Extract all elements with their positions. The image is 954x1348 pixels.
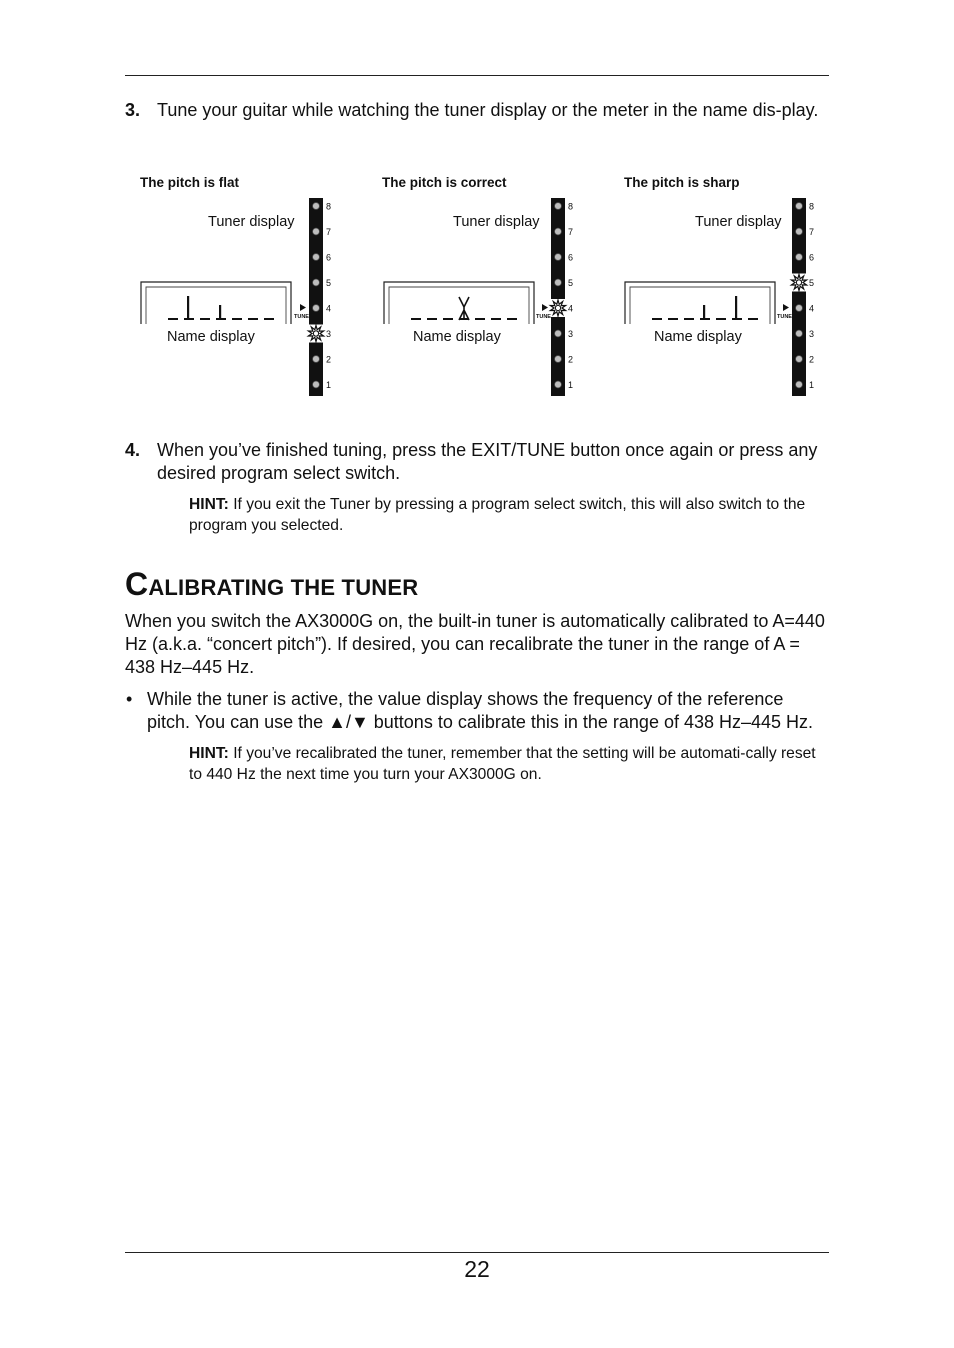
lcd-segment <box>264 318 274 320</box>
tune-arrow-icon <box>300 304 306 311</box>
diagram-flat <box>140 170 370 400</box>
led-number: 6 <box>326 252 332 263</box>
led-lit-core <box>555 305 560 310</box>
lcd-segment <box>475 318 485 320</box>
led-number: 6 <box>568 252 574 263</box>
led-dot <box>313 254 320 261</box>
led-dot <box>555 279 562 286</box>
led-dot <box>555 203 562 210</box>
led-number: 7 <box>326 227 332 237</box>
tuner-display-label: Tuner display <box>695 214 782 230</box>
led-number: 5 <box>326 278 332 288</box>
lcd-segment <box>168 318 178 320</box>
led-dot <box>796 228 803 235</box>
lcd-segment <box>684 318 694 320</box>
lcd-segment <box>248 318 258 320</box>
diagram-sharp <box>623 170 853 400</box>
lcd-segment <box>427 318 437 320</box>
led-dot <box>555 228 562 235</box>
lcd-frame-outer <box>141 282 291 324</box>
lcd-pitch-indicator <box>219 305 221 320</box>
step-3 <box>125 99 830 122</box>
hint-label: HINT: <box>189 745 229 762</box>
tune-label: TUNE <box>777 314 792 320</box>
tuner-meter-graphic <box>623 170 853 400</box>
led-dot <box>555 254 562 261</box>
led-dot <box>313 203 320 210</box>
led-dot <box>555 330 562 337</box>
led-number: 2 <box>809 354 815 365</box>
led-number: 4 <box>326 303 332 314</box>
tune-arrow-icon <box>783 304 789 311</box>
led-dot <box>555 381 562 388</box>
led-dot <box>796 305 803 312</box>
led-number: 5 <box>809 278 815 288</box>
lcd-segment <box>443 318 453 320</box>
led-dot <box>796 330 803 337</box>
bottom-rule <box>125 1252 829 1253</box>
step-text: Tune your guitar while watching the tuner display or the meter in the name dis-play. <box>157 100 819 120</box>
led-dot <box>313 381 320 388</box>
led-dot <box>796 356 803 363</box>
led-number: 8 <box>568 201 574 212</box>
led-dot <box>796 203 803 210</box>
led-number: 7 <box>568 227 574 237</box>
led-dot <box>796 254 803 261</box>
led-number: 4 <box>568 303 574 314</box>
lcd-pitch-indicator <box>735 296 737 320</box>
bullet-text: While the tuner is active, the value display shows the frequency of the reference pitch. You can use the ▲/▼ buttons to calibrate this in the range of 438 Hz–445 Hz. <box>147 689 814 732</box>
lcd-tuned-indicator <box>459 297 469 320</box>
heading-initial: C <box>125 566 149 602</box>
top-rule <box>125 75 829 76</box>
name-display-label: Name display <box>167 329 255 345</box>
led-number: 8 <box>809 201 815 212</box>
lcd-frame-outer <box>384 282 534 324</box>
lcd-segment <box>507 318 517 320</box>
led-dot <box>796 381 803 388</box>
diagram-correct <box>382 170 612 400</box>
intro-paragraph: When you switch the AX3000G on, the built-in tuner is automatically calibrated to A=440 Hz (a.k.a. “concert pitch”). If desired, you can recalibrate the tuner in the range of A = 438 Hz–445 Hz. <box>125 611 825 677</box>
hint-text: If you exit the Tuner by pressing a program select switch, this will also switch to the program you selected. <box>189 496 806 534</box>
led-dot <box>555 356 562 363</box>
led-number: 3 <box>326 329 332 339</box>
led-number: 1 <box>809 380 815 390</box>
led-number: 3 <box>809 329 815 339</box>
lcd-segment <box>232 318 242 320</box>
lcd-segment <box>748 318 758 320</box>
lcd-pitch-indicator <box>187 296 189 320</box>
lcd-segment <box>411 318 421 320</box>
tune-label: TUNE <box>536 314 551 320</box>
name-display-label: Name display <box>654 329 742 345</box>
led-strip <box>792 198 806 396</box>
led-number: 2 <box>568 354 574 365</box>
led-dot <box>313 305 320 312</box>
led-dot <box>313 356 320 363</box>
led-number: 6 <box>809 252 815 263</box>
led-number: 5 <box>568 278 574 288</box>
step-4 <box>125 439 830 485</box>
led-number: 1 <box>568 380 574 390</box>
diagram-title: The pitch is sharp <box>624 175 740 190</box>
led-number: 1 <box>326 380 332 390</box>
led-strip <box>309 198 323 396</box>
step-number: 4. <box>125 440 141 460</box>
step-number: 3. <box>125 100 141 120</box>
led-lit-core <box>313 331 318 336</box>
name-display-label: Name display <box>413 329 501 345</box>
lcd-segment <box>716 318 726 320</box>
led-number: 8 <box>326 201 332 212</box>
tuner-meter-graphic <box>140 170 370 400</box>
hint-text: If you’ve recalibrated the tuner, remember that the setting will be automati-cally reset to 440 Hz the next time you turn your AX3000G on. <box>189 745 816 783</box>
hint-1 <box>189 494 829 536</box>
section-heading <box>125 566 418 603</box>
step-text: When you’ve finished tuning, press the EXIT/TUNE button once again or press any desired program select switch. <box>157 440 818 483</box>
tune-arrow-icon <box>542 304 548 311</box>
diagram-title: The pitch is flat <box>140 175 240 190</box>
led-lit-core <box>796 280 801 285</box>
led-dot <box>313 279 320 286</box>
tuner-display-label: Tuner display <box>208 214 295 230</box>
led-dot <box>313 228 320 235</box>
heading-rest: ALIBRATING THE TUNER <box>148 575 419 600</box>
diagram-title: The pitch is correct <box>382 175 507 190</box>
led-number: 2 <box>326 354 332 365</box>
tuner-display-label: Tuner display <box>453 214 540 230</box>
lcd-frame-outer <box>625 282 775 324</box>
page-number: 22 <box>464 1256 490 1282</box>
lcd-segment <box>652 318 662 320</box>
lcd-segment <box>491 318 501 320</box>
led-strip <box>551 198 565 396</box>
led-number: 7 <box>809 227 815 237</box>
led-number: 4 <box>809 303 815 314</box>
tuner-meter-graphic <box>382 170 612 400</box>
lcd-pitch-indicator <box>703 305 705 320</box>
bullet-marker: • <box>126 689 133 709</box>
hint-label: HINT: <box>189 496 229 513</box>
led-number: 3 <box>568 329 574 339</box>
tune-label: TUNE <box>294 314 309 320</box>
lcd-segment <box>200 318 210 320</box>
bullet-item <box>125 688 831 734</box>
hint-2 <box>189 743 829 785</box>
lcd-segment <box>668 318 678 320</box>
